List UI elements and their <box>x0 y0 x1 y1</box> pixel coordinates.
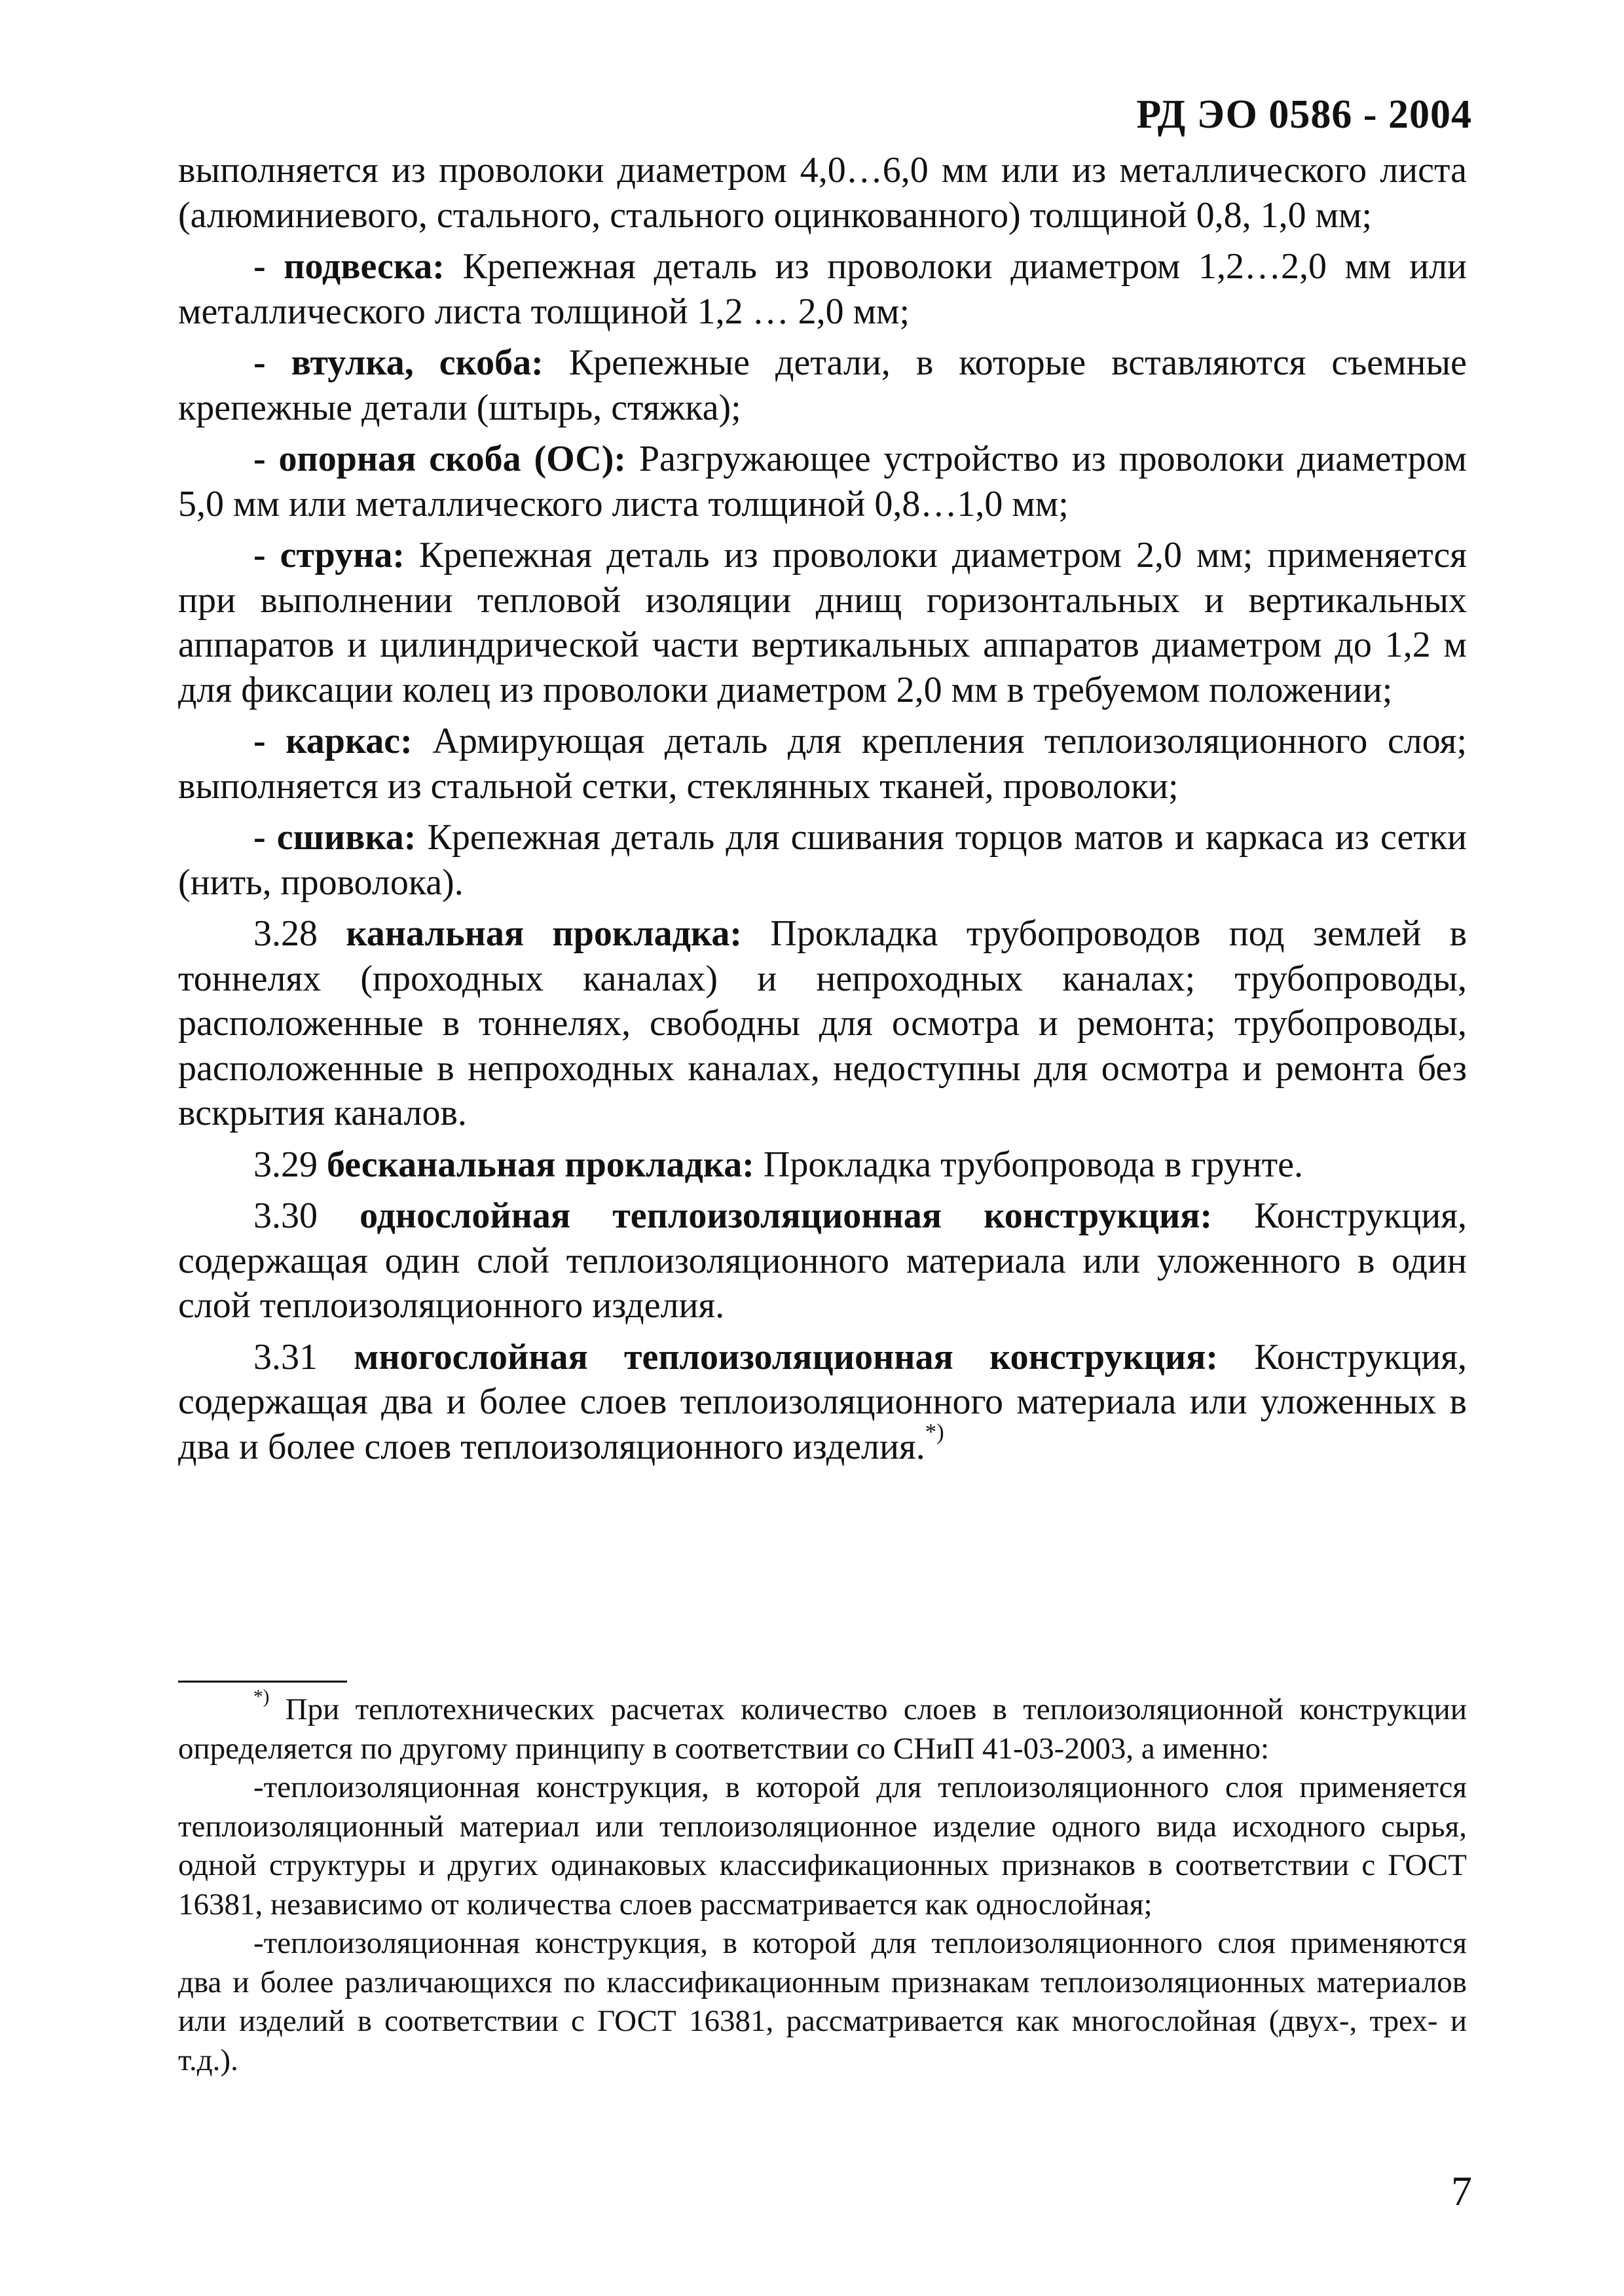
term: - подвеска: <box>253 246 445 287</box>
list-item-struna: - струна: Крепежная деталь из проволоки диаметром 2,0 мм; применяется при выполнении тепловой изоляции днищ горизонтальных и вертикальных аппаратов и цилиндрической части вертикальных аппаратов диаметром до 1,2 м для фиксации колец из проволоки диаметром 2,0 мм в требуемом положении; <box>178 535 1467 710</box>
term: - сшивка: <box>253 817 416 858</box>
list-item-karkas: - каркас: Армирующая деталь для крепления теплоизоляционного слоя; выполняется из стальной сетки, стеклянных тканей, проволоки; <box>178 721 1467 807</box>
term: - струна: <box>253 535 405 575</box>
list-item-opornaya-skoba: - опорная скоба (ОС): Разгружающее устройство из проволоки диаметром 5,0 мм или металлического листа толщиной 0,8…1,0 мм; <box>178 439 1467 524</box>
list-item-shivka: - сшивка: Крепежная деталь для сшивания торцов матов и каркаса из сетки (нить, проволока). <box>178 817 1467 903</box>
clause-3-29: 3.29 бесканальная прокладка: Прокладка трубопровода в грунте. <box>253 1144 1303 1185</box>
term: - каркас: <box>253 721 413 761</box>
clause-3-30: 3.30 однослойная теплоизоляционная конструкция: Конструкция, содержащая один слой теплоизоляционного материала или уложенного в один слой теплоизоляционного изделия. <box>178 1195 1467 1326</box>
term: многослойная теплоизоляционная конструкция: <box>354 1336 1219 1377</box>
term: однослойная теплоизоляционная конструкция: <box>360 1195 1213 1236</box>
document-id-header: РД ЭО 0586 - 2004 <box>1136 92 1472 137</box>
list-item-vtulka: - втулка, скоба: Крепежные детали, в которые вставляются съемные крепежные детали (штырь, стяжка); <box>178 342 1467 428</box>
footnote-mark: *) <box>253 1686 270 1708</box>
list-item-podveska: - подвеска: Крепежная деталь из проволоки диаметром 1,2…2,0 мм или металлического листа толщиной 1,2 … 2,0 мм; <box>178 246 1467 332</box>
term: - опорная скоба (ОС): <box>253 439 627 479</box>
footnote-lead: *) При теплотехнических расчетах количество слоев в теплоизоляционной конструкции определяется по другому принципу в соответствии со СНиП 41-03-2003, а именно: <box>178 1686 1467 1766</box>
term: бесканальная прокладка: <box>327 1144 754 1185</box>
term: канальная прокладка: <box>346 913 743 954</box>
footnote-item: -теплоизоляционная конструкция, в которой для теплоизоляционного слоя применяются два и более различающихся по классификационным признакам теплоизоляционных материалов или изделий в соответствии с ГОСТ 16381, рассматривается как многослойная (двух-, трех- и т.д.). <box>178 1926 1467 2077</box>
footnote-item: -теплоизоляционная конструкция, в которой для теплоизоляционного слоя применяется теплоизоляционный материал или теплоизоляционное изделие одного вида исходного сырья, одной структуры и других одинаковых классификационных признаков в соответствии с ГОСТ 16381, независимо от количества слоев рассматривается как однослойная; <box>178 1770 1467 1922</box>
paragraph-continuation: выполняется из проволоки диаметром 4,0…6,0 мм или из металлического листа (алюминиевого, стального, стального оцинкованного) толщиной 0,8, 1,0 мм; <box>178 150 1467 236</box>
footnote-separator <box>178 1681 347 1683</box>
page-number: 7 <box>1451 2168 1472 2214</box>
clause-3-28: 3.28 канальная прокладка: Прокладка трубопроводов под землей в тоннелях (проходных каналах) и непроходных каналах; трубопроводы, расположенные в тоннелях, свободны для осмотра и ремонта; трубопроводы, расположенные в непроходных каналах, недоступны для осмотра и ремонта без вскрытия каналов. <box>178 913 1467 1133</box>
footnote-reference: *) <box>925 1419 944 1444</box>
footnote <box>178 1686 1467 2080</box>
body-text <box>178 148 1467 1469</box>
term: - втулка, скоба: <box>253 342 544 383</box>
clause-3-31: 3.31 многослойная теплоизоляционная конструкция: Конструкция, содержащая два и более слоев теплоизоляционного материала или уложенных в два и более слоев теплоизоляционного изделия.*) <box>178 1336 1467 1467</box>
